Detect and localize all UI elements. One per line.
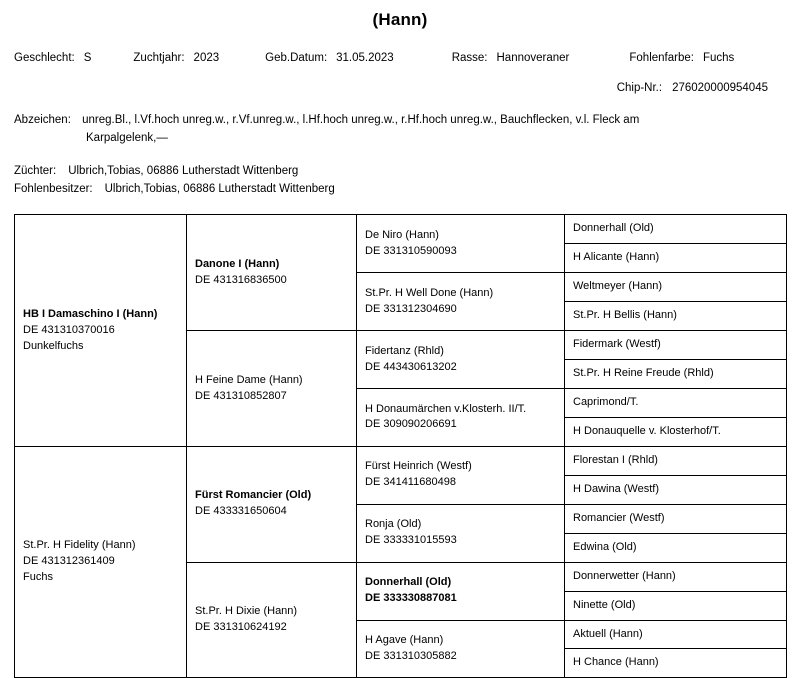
horse-name: Fürst Romancier (Old) xyxy=(195,489,312,502)
pedigree-cell-gen4-10 xyxy=(565,504,787,533)
pedigree-cell-gen3-1 xyxy=(357,273,565,331)
breeder-section xyxy=(14,162,786,199)
horse-name: HB I Damaschino I (Hann) xyxy=(23,307,158,320)
owner-label: Fohlenbesitzer: xyxy=(14,183,93,196)
breed-value: Hannoveraner xyxy=(496,52,570,64)
horse-name: H Feine Dame (Hann) xyxy=(195,373,303,386)
metadata-section xyxy=(14,52,786,198)
horse-registration: DE 431316836500 xyxy=(195,273,287,286)
horse-name: Ninette (Old) xyxy=(573,598,636,611)
pedigree-cell-gen4-9 xyxy=(565,475,787,504)
table-row xyxy=(15,215,787,244)
breeder-row xyxy=(14,162,786,180)
owner-row xyxy=(14,180,786,198)
horse-registration: DE 333331015593 xyxy=(365,534,457,547)
pedigree-cell-gen3-3 xyxy=(357,389,565,447)
horse-name: Aktuell (Hann) xyxy=(573,627,643,640)
pedigree-cell-gen4-12 xyxy=(565,562,787,591)
document-page xyxy=(0,10,800,678)
markings-row xyxy=(14,112,786,148)
horse-name: Danone I (Hann) xyxy=(195,257,280,270)
horse-registration: DE 331310305882 xyxy=(365,649,457,662)
pedigree-cell-gen3-6 xyxy=(357,562,565,620)
pedigree-cell-gen4-13 xyxy=(565,591,787,620)
horse-name: St.Pr. H Bellis (Hann) xyxy=(573,309,677,322)
horse-name: H Dawina (Westf) xyxy=(573,482,659,495)
owner-value: Ulbrich,Tobias, 06886 Lutherstadt Wittenberg xyxy=(104,183,335,196)
foal-color-value: Fuchs xyxy=(702,52,735,64)
pedigree-cell-gen4-15 xyxy=(565,649,787,678)
horse-registration: DE 433331650604 xyxy=(195,505,287,518)
chip-value: 276020000954045 xyxy=(672,82,768,94)
metadata-row-primary xyxy=(14,52,786,64)
horse-registration: DE 431310370016 xyxy=(23,323,115,336)
horse-name: Fidertanz (Rhld) xyxy=(365,344,444,357)
pedigree-cell-gen4-6 xyxy=(565,389,787,418)
horse-name: H Donauquelle v. Klosterhof/T. xyxy=(573,424,721,437)
horse-registration: DE 431312361409 xyxy=(23,555,115,568)
pedigree-cell-gen4-5 xyxy=(565,360,787,389)
pedigree-cell-gen4-14 xyxy=(565,620,787,649)
markings-value-continued: Karpalgelenk,— xyxy=(86,131,168,144)
pedigree-cell-gen3-0 xyxy=(357,215,565,273)
birthdate-label: Geb.Datum: xyxy=(265,52,328,64)
page-title: (Hann) xyxy=(372,10,428,29)
horse-name: Donnerwetter (Hann) xyxy=(573,569,676,582)
pedigree-cell-gen3-5 xyxy=(357,504,565,562)
horse-name: Donnerhall (Old) xyxy=(573,222,654,235)
pedigree-cell-gen1-0 xyxy=(15,215,187,447)
breeder-value: Ulbrich,Tobias, 06886 Lutherstadt Wittenberg xyxy=(68,164,299,177)
pedigree-cell-gen2-2 xyxy=(187,446,357,562)
pedigree-cell-gen4-3 xyxy=(565,302,787,331)
horse-name: St.Pr. H Reine Freude (Rhld) xyxy=(573,367,714,380)
horse-name: Ronja (Old) xyxy=(365,518,422,531)
breed-label: Rasse: xyxy=(451,52,488,64)
pedigree-cell-gen1-1 xyxy=(15,446,187,678)
table-row xyxy=(15,446,787,475)
breeding-year-label: Zuchtjahr: xyxy=(133,52,185,64)
birthdate-value: 31.05.2023 xyxy=(336,52,394,64)
horse-extra: Fuchs xyxy=(23,571,53,584)
horse-registration: DE 331310624192 xyxy=(195,621,287,634)
pedigree-cell-gen3-4 xyxy=(357,446,565,504)
horse-registration: DE 309090206691 xyxy=(365,418,457,431)
sex-label: Geschlecht: xyxy=(14,52,75,64)
pedigree-cell-gen4-2 xyxy=(565,273,787,302)
horse-name: St.Pr. H Dixie (Hann) xyxy=(195,605,298,618)
breeder-label: Züchter: xyxy=(14,164,57,177)
horse-registration: DE 431310852807 xyxy=(195,389,287,402)
pedigree-cell-gen4-8 xyxy=(565,446,787,475)
pedigree-cell-gen2-1 xyxy=(187,331,357,447)
horse-name: Caprimond/T. xyxy=(573,396,639,409)
breeding-year-value: 2023 xyxy=(193,52,220,64)
horse-name: Fidermark (Westf) xyxy=(573,338,661,351)
markings-label: Abzeichen: xyxy=(14,114,71,126)
horse-name: Romancier (Westf) xyxy=(573,511,665,524)
horse-name: St.Pr. H Well Done (Hann) xyxy=(365,286,494,299)
horse-registration: DE 331312304690 xyxy=(365,302,457,315)
pedigree-cell-gen2-3 xyxy=(187,562,357,678)
horse-name: Fürst Heinrich (Westf) xyxy=(365,460,472,473)
pedigree-cell-gen3-7 xyxy=(357,620,565,678)
horse-name: St.Pr. H Fidelity (Hann) xyxy=(23,539,136,552)
pedigree-cell-gen4-7 xyxy=(565,417,787,446)
pedigree-cell-gen4-11 xyxy=(565,533,787,562)
horse-name: H Donaumärchen v.Klosterh. II/T. xyxy=(365,402,527,415)
horse-name: Donnerhall (Old) xyxy=(365,576,452,589)
chip-label: Chip-Nr.: xyxy=(616,82,663,94)
pedigree-cell-gen4-0 xyxy=(565,215,787,244)
horse-registration: DE 333330887081 xyxy=(365,592,457,605)
chip-number-row xyxy=(14,82,768,94)
horse-name: De Niro (Hann) xyxy=(365,228,439,241)
horse-registration: DE 331310590093 xyxy=(365,244,457,257)
horse-name: H Alicante (Hann) xyxy=(573,251,660,264)
pedigree-cell-gen4-1 xyxy=(565,244,787,273)
pedigree-table xyxy=(14,214,787,678)
horse-registration: DE 341411680498 xyxy=(365,476,456,489)
sex-value: S xyxy=(83,52,92,64)
markings-value: unreg.Bl., l.Vf.hoch unreg.w., r.Vf.unreg.w., l.Hf.hoch unreg.w., r.Hf.hoch unreg.w., Bauchflecken, v.l. Fleck am xyxy=(82,114,640,126)
foal-color-label: Fohlenfarbe: xyxy=(629,52,694,64)
horse-name: Florestan I (Rhld) xyxy=(573,453,658,466)
horse-name: Weltmeyer (Hann) xyxy=(573,280,663,293)
horse-name: H Chance (Hann) xyxy=(573,656,659,669)
pedigree-cell-gen4-4 xyxy=(565,331,787,360)
pedigree-cell-gen3-2 xyxy=(357,331,565,389)
horse-extra: Dunkelfuchs xyxy=(23,339,84,352)
horse-registration: DE 443430613202 xyxy=(365,360,457,373)
horse-name: H Agave (Hann) xyxy=(365,634,444,647)
horse-name: Edwina (Old) xyxy=(573,540,637,553)
pedigree-cell-gen2-0 xyxy=(187,215,357,331)
